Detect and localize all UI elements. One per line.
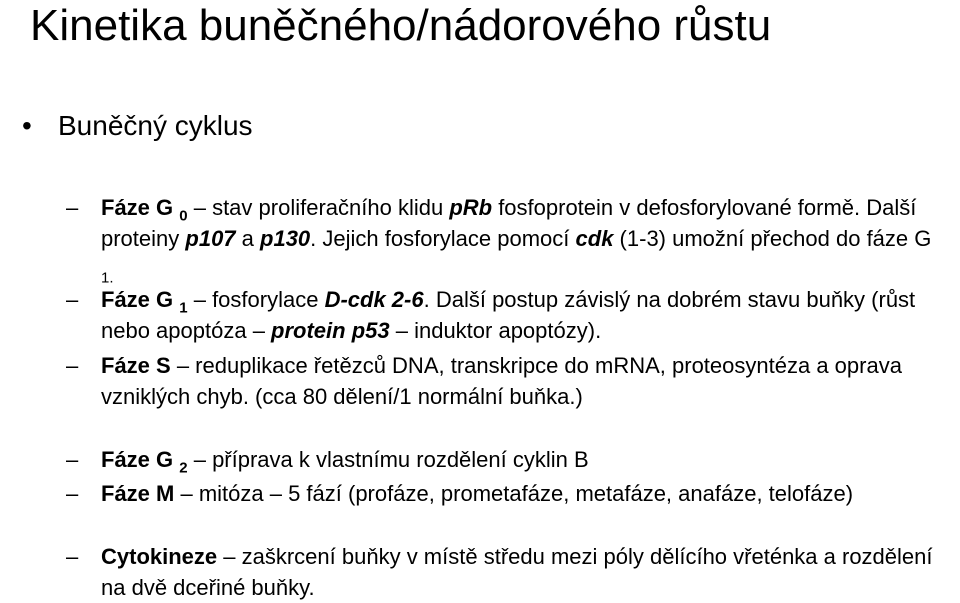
protein-name: protein p53 bbox=[271, 318, 390, 343]
protein-name: D-cdk 2-6 bbox=[324, 287, 424, 312]
protein-name: p107 bbox=[185, 226, 236, 251]
main-bullet-text: Buněčný cyklus bbox=[58, 110, 253, 141]
dash-marker: – bbox=[66, 353, 79, 378]
list-item-g1 bbox=[66, 284, 946, 346]
item-text-part: fosfoprotein v defosforylované formě. Další proteiny bbox=[101, 195, 917, 251]
item-text-part: . Jejich fosforylace pomocí bbox=[310, 226, 576, 251]
list-item-g0 bbox=[66, 192, 946, 285]
item-text bbox=[101, 192, 946, 285]
phase-subscript: 0 bbox=[179, 207, 188, 225]
phase-label: Fáze G bbox=[101, 195, 174, 220]
item-text-part: a bbox=[235, 226, 261, 251]
dash-marker: – bbox=[66, 447, 79, 472]
item-text-part: – stav proliferačního klidu bbox=[187, 195, 450, 220]
protein-name: p130 bbox=[260, 226, 311, 251]
phase-subscript: 2 bbox=[179, 459, 188, 477]
list-item-g2 bbox=[66, 444, 946, 475]
item-text-part: – induktor apoptózy). bbox=[389, 318, 602, 343]
item-text-part: – příprava k vlastnímu rozdělení cyklin B bbox=[187, 447, 589, 472]
phase-subscript: 1 bbox=[179, 299, 188, 317]
dash-marker: – bbox=[66, 544, 79, 569]
phase-label: Fáze G bbox=[101, 287, 174, 312]
list-item-s bbox=[66, 350, 946, 412]
list-item-m bbox=[66, 478, 946, 509]
phase-label: Fáze G bbox=[101, 447, 174, 472]
protein-name: pRb bbox=[449, 195, 493, 220]
phase-subscript: 1. bbox=[101, 269, 114, 287]
dash-marker: – bbox=[66, 195, 79, 220]
item-text bbox=[101, 444, 946, 475]
item-text-part: – reduplikace řetězců DNA, transkripce do mRNA, proteosyntéza a oprava vzniklých chyb. (cca 80 dělení/1 normální buňka.) bbox=[101, 353, 902, 409]
item-text-part: . Další postup závislý na dobrém stavu buňky (růst nebo apoptóza – bbox=[101, 287, 916, 343]
item-text-part: – mitóza – 5 fází (profáze, prometafáze, metafáze, anafáze, telofáze) bbox=[174, 481, 854, 506]
item-text bbox=[101, 284, 946, 346]
slide-title: Kinetika buněčného/nádorového růstu bbox=[30, 1, 772, 50]
bullet-dot: • bbox=[22, 110, 32, 141]
list-item-cytokinesis bbox=[66, 541, 946, 603]
item-text bbox=[101, 541, 946, 603]
main-bullet bbox=[22, 108, 253, 144]
item-text-part: (1-3) umožní přechod do fáze G bbox=[613, 226, 932, 251]
phase-label: Fáze M bbox=[101, 481, 175, 506]
item-text-part: – zaškrcení buňky v místě středu mezi póly dělícího vřeténka a rozdělení na dvě dceřiné buňky. bbox=[101, 544, 933, 600]
item-text bbox=[101, 350, 946, 412]
dash-marker: – bbox=[66, 481, 79, 506]
phase-label: Cytokineze bbox=[101, 544, 218, 569]
item-text bbox=[101, 478, 946, 509]
dash-marker: – bbox=[66, 287, 79, 312]
protein-name: cdk bbox=[575, 226, 614, 251]
item-text-part: – fosforylace bbox=[187, 287, 325, 312]
phase-label: Fáze S bbox=[101, 353, 171, 378]
